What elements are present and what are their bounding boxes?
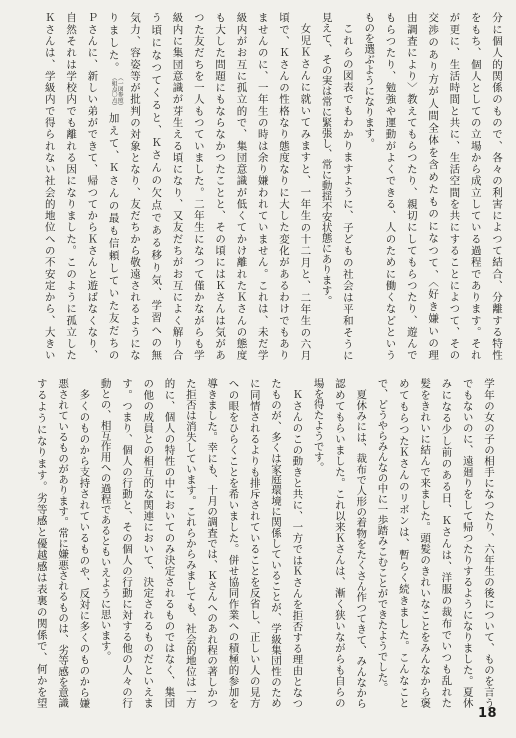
text-column: ませんのに、一年生の時は余り嫌われていません。これは、未だ学 — [256, 12, 269, 360]
text-column: 頃で、Ｋさんの性格なり態度なりに大した変化があるわけでもあり — [278, 12, 291, 360]
text-column: 認めてもらいました。これ以来Ｋさんは、漸く狭いながらも自らの — [333, 378, 346, 708]
text-column: もらつたり、勉強や運動がよくできる、人のために働くなどという — [384, 12, 397, 360]
text-column: みになる少し前のある日、Ｋさんは、洋服の裁布でいつも乱れた — [440, 378, 453, 708]
note-line: （一図参照） — [116, 75, 123, 110]
text-column: Ｋさんは、学級内で得られない社会的地位への不安定から、大きい — [43, 12, 56, 360]
text-segment: りました。 — [107, 12, 120, 75]
text-column: で、どうやらみんなの中に一歩踏みこむことができたようでした。 — [376, 378, 389, 693]
text-column: 動との、相互作用への過程であるともいえように思います。 — [99, 378, 112, 662]
text-column: 級内に集団意識が芽生える頃になり、又友だちがお互によく解り合 — [171, 12, 184, 360]
text-column: たものが、多くは家庭環境に関係していることが、学級集団性のため — [270, 378, 283, 708]
text-column: 気力、容姿等が批判の対象となり、友だちから敬遠されるようにな — [128, 12, 141, 360]
text-column: 学年の女の子の相手になつたり、六年生の後について、ものを言う — [483, 378, 495, 708]
upper-text-block — [38, 12, 507, 360]
text-segment: 加えて、Ｋさんの最も信頼していた友だちの — [107, 110, 120, 360]
text-column: 由調査により〉教えてもらつたり、親切にしてもらつたり、遊んで — [405, 12, 418, 360]
text-column: するようになります。劣等感と優越感は表裏の関係で、何かを望 — [35, 378, 48, 708]
text-column: に同情されるよりも排斥されていることを反省し、正しい人の見方 — [248, 378, 261, 708]
text-column: Ｐさんに、新しい弟ができて、帰つてからＫさんと遊ばなくなり、 — [86, 12, 99, 360]
page-number: 18 — [478, 706, 498, 721]
text-column: の他の成員との相互的な関連において、決定されるものだといえま — [142, 378, 155, 708]
text-column: めてもらつたＫさんのリボンは、暫らく続きました。こんなこと — [397, 378, 410, 708]
text-column: 夏休みには、裁布で人形の着物をたくさん作つてきて、みんなから — [355, 388, 368, 708]
text-column: う頃になつてくると、Ｋさんの欠点である移り気、学習への無 — [150, 12, 163, 360]
text-column: 級内がお互に孤立的で、集団意識が低くてかけ離れたＫさんの態度 — [235, 12, 248, 360]
figure-reference-note — [110, 75, 122, 109]
text-column: 導きました。幸にも、十月の調査では、Ｋさんへのあれ程の著しかつ — [206, 378, 219, 708]
text-column: これらの図表でもわかりますように、子どもの社会は平和そうに — [341, 22, 354, 360]
text-column: た拒否は消失しています。これらからみましても、社会的地位は一方 — [184, 378, 197, 708]
text-column: 悪されているものがあります。常に嫌悪されるものは、劣等感を意識 — [57, 378, 70, 708]
text-column: 交渉のあり方が人間全体を含めたものになつて、〈好き嫌いの理 — [427, 12, 440, 360]
note-line: （組点〇点） — [110, 75, 117, 110]
text-column: 場を得たようです。 — [312, 378, 325, 473]
text-column-with-note — [102, 12, 123, 360]
lower-text-block — [30, 378, 499, 708]
text-column: す。つまり、個人の行動と、その個人の行動に対する他の人々の行 — [120, 378, 133, 708]
text-column: が更に、生活時間と共に、生活空間を共にすることによつて、その — [448, 12, 461, 360]
text-column: をもち、個人としての立場から成立している過程であります。それ — [469, 12, 482, 360]
text-column: 多くのものから支持されているものや、反対に多くのものから嫌 — [78, 388, 91, 708]
text-column: Ｋさんのこの動きと共に、一方ではＫさんを拒否する理由となつ — [291, 388, 304, 708]
text-column: 髪をきれいに結んで来ました。頭髪のきれいなことをみんなから褒 — [419, 378, 432, 708]
text-column: 自然それは学校内でも離れる因になりました。このように孤立した — [65, 12, 78, 360]
text-column: も大した問題にもならなかつたことと、その頃にはＫさんは気があ — [214, 12, 227, 360]
text-column: 見えて、その実は常に緊張し、常に動揺不安状態にあります。 — [320, 12, 333, 306]
text-column: つた友だちを一人もつていました。二年生になつて僅かながらも学 — [192, 12, 205, 360]
text-column: でもないのに、遠廻りをして帰つたりするようになりました。夏休 — [461, 378, 474, 708]
text-column: 女児Ｋさんに就いてみますと、一年生の十二月と、二年生の六月 — [299, 22, 312, 360]
text-column: ものを選ぶようになります。 — [363, 12, 376, 149]
text-column: への眼をひらくことを希いました。併せ協同作業への積極的参加を — [227, 378, 240, 708]
text-column: 分に個人的関係のもので、各々の利害によつて結合、分離する特性 — [491, 12, 503, 360]
text-column: 的に、個人の特性の中においてのみ決定されるものではなく、集団 — [163, 378, 176, 708]
